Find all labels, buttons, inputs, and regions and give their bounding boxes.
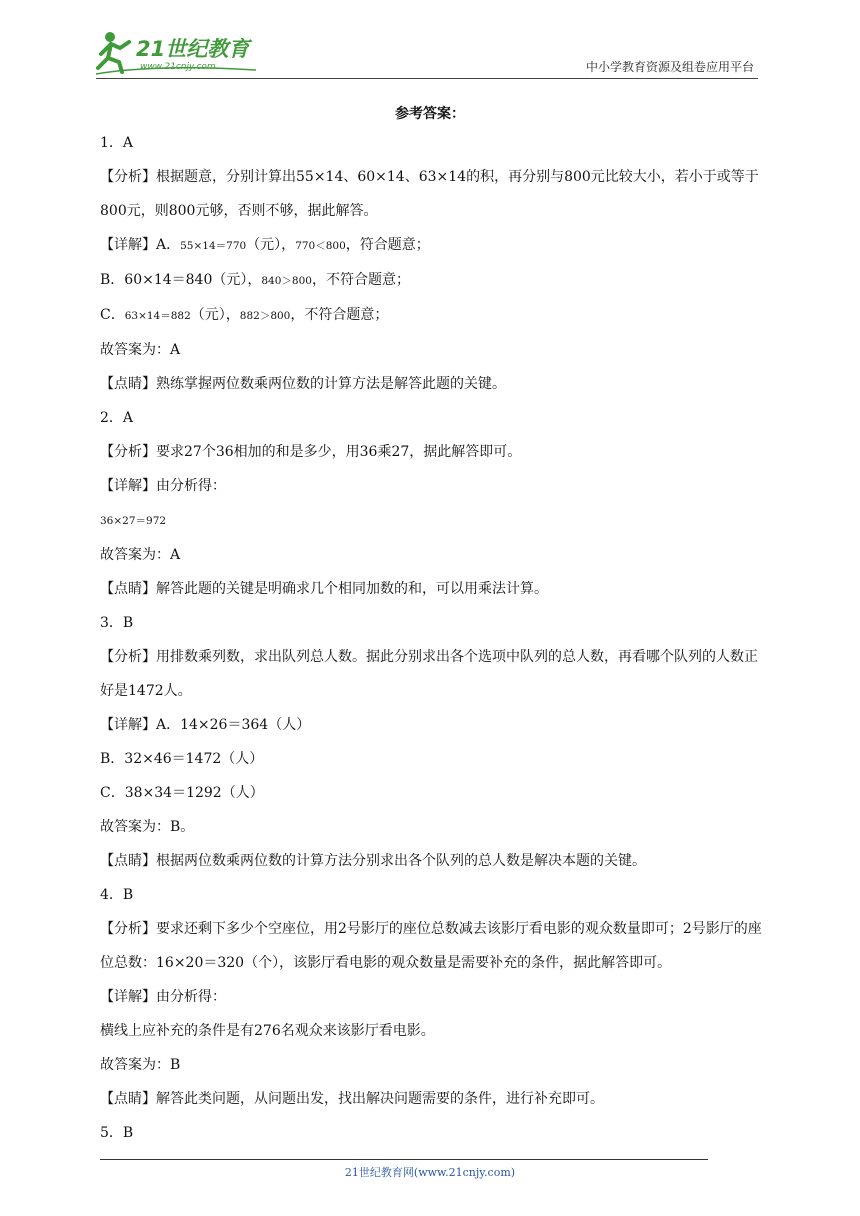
answer-line (100, 228, 764, 263)
answer-line: 故答案为：B。 (100, 819, 195, 835)
answer-line: 【详解】由分析得： (100, 478, 226, 494)
answer-line (100, 263, 764, 298)
svg-text:www.21cnjy.com: www.21cnjy.com (140, 62, 216, 72)
answer-line: 【详解】A．14×26＝364（人） (100, 717, 311, 733)
math-expression: 55×14＝770 (180, 240, 247, 252)
math-expression: 770＜800 (295, 240, 346, 252)
page-header (96, 28, 758, 79)
site-logo (96, 30, 266, 76)
answer-line: 【点睛】解答此类问题，从问题出发，找出解决问题需要的条件，进行补充即可。 (100, 1091, 604, 1107)
answer-line (100, 298, 764, 333)
answer-content (100, 126, 764, 1150)
footer-divider (100, 1159, 708, 1160)
answer-line: 故答案为：A (100, 342, 181, 358)
line-text: ，不符合题意； (290, 307, 389, 323)
line-text: （元）， (246, 237, 296, 253)
line-text: （元）， (190, 307, 240, 323)
math-expression: 36×27＝972 (100, 515, 167, 527)
answer-line: 2．A (100, 410, 134, 426)
answer-line: 【分析】根据题意，分别计算出55×14、60×14、63×14的积，再分别与800元比较大小，若小于或等于800元，则800元够，否则不够，据此解答。 (100, 169, 759, 219)
answer-line: 1．A (100, 135, 134, 151)
runner-logo-icon (96, 30, 266, 76)
answer-line: 【点睛】解答此题的关键是明确求几个相同加数的和，可以用乘法计算。 (100, 581, 548, 597)
answer-line: 【分析】用排数乘列数，求出队列总人数。据此分别求出各个选项中队列的总人数，再看哪个队列的人数正好是1472人。 (100, 649, 758, 699)
answer-line: 3．B (100, 615, 134, 631)
math-expression: 63×14＝882 (124, 310, 191, 322)
answer-title: 参考答案： (395, 106, 465, 122)
answer-line: 【详解】由分析得： (100, 989, 226, 1005)
platform-name: 中小学教育资源及组卷应用平台 (585, 60, 754, 74)
answer-line: B．32×46＝1472（人） (100, 751, 264, 767)
math-expression: 882＞800 (239, 310, 291, 322)
math-expression: 840＞800 (261, 275, 312, 287)
line-text: ，不符合题意； (311, 272, 410, 288)
answer-line: 【点睛】熟练掌握两位数乘两位数的计算方法是解答此题的关键。 (100, 376, 506, 392)
svg-text:21世纪教育: 21世纪教育 (136, 37, 250, 61)
answer-line (100, 503, 764, 538)
answer-line: 【分析】要求27个36相加的和是多少，用36乘27，据此解答即可。 (100, 444, 522, 460)
answer-line: 故答案为：B (100, 1057, 181, 1073)
line-text: 【详解】A． (100, 237, 181, 253)
answer-line: C．38×34＝1292（人） (100, 785, 264, 801)
answer-line: 5．B (100, 1125, 134, 1141)
answer-line: 【点睛】根据两位数乘两位数的计算方法分别求出各个队列的总人数是解决本题的关键。 (100, 853, 646, 869)
answer-line: 横线上应补充的条件是有276名观众来该影厅看电影。 (100, 1023, 435, 1039)
line-text: ，符合题意； (345, 237, 430, 253)
line-text: B．60×14＝840（元）， (100, 272, 262, 288)
answer-line: 4．B (100, 887, 134, 903)
footer-link[interactable]: 21世纪教育网(www.21cnjy.com) (344, 1166, 516, 1179)
line-text: C． (100, 307, 125, 323)
answer-line: 【分析】要求还剩下多少个空座位，用2号影厅的座位总数减去该影厅看电影的观众数量即可；2号影厅的座位总数：16×20＝320（个），该影厅看电影的观众数量是需要补充的条件，据此解答即可。 (100, 921, 762, 971)
answer-line: 故答案为：A (100, 547, 181, 563)
